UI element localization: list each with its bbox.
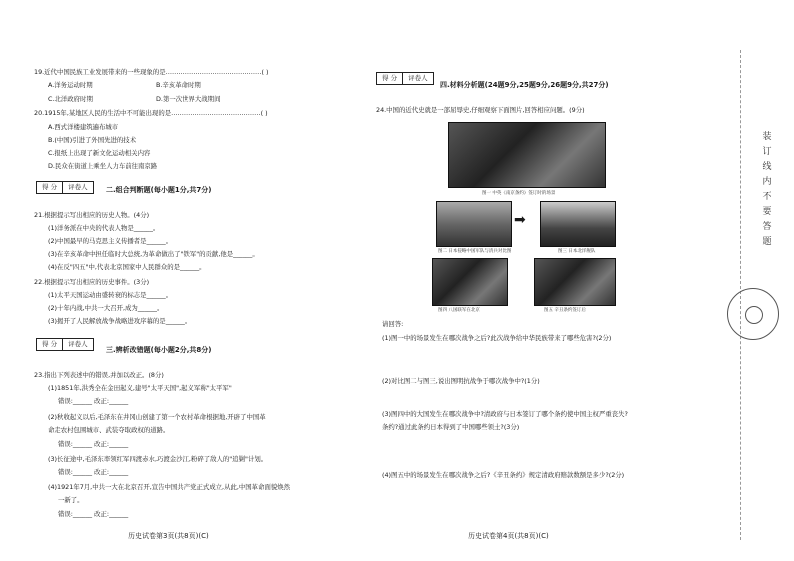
q23-4-answer[interactable]: 错误:______ 改正:______	[58, 510, 129, 518]
footer-right: 历史试卷第4页(共8页)(C)	[468, 532, 549, 540]
q20-opt-d: D.民众在街道上乘坐人力车前往南京路	[48, 162, 158, 170]
q22: 22.根据提示写出相应的历史事件。(3分)	[34, 278, 150, 286]
q20-opt-c: C.报纸上出现了新文化运动相关内容	[48, 149, 151, 157]
q19-opt-b: B.辛亥革命时期	[156, 81, 201, 89]
q24: 24.中国的近代史就是一部屈辱史,仔细观察下面图片,回答相应问题。(9分)	[376, 106, 585, 114]
q19-opt-a: A.洋务运动时期	[48, 81, 93, 89]
q23-2: (2)秋收起义以后,毛泽东在井冈山创建了第一个农村革命根据地,开辟了中国革	[48, 413, 266, 421]
q21-2: (2)中国最早的马克思主义传播者是______。	[48, 237, 173, 245]
score-box-2: 得 分 评卷人	[36, 181, 94, 194]
q23-1-answer[interactable]: 错误:______ 改正:______	[58, 397, 129, 405]
q20-opt-b: B.(中国)引进了外国先进的技术	[48, 136, 137, 144]
q23-1: (1)1851年,洪秀全在金田起义,建号"太平天国",起义军称"太平军"	[48, 384, 232, 392]
q24-1: (1)图一中的场景发生在哪次战争之后?此次战争给中华民族带来了哪些危害?(2分)	[382, 334, 612, 342]
caption-5: 图五 辛丑条约签订后	[544, 308, 586, 313]
q19: 19.近代中国民族工业发展带来的一些现象的是………………………………………( )	[34, 68, 269, 76]
q23-2-answer[interactable]: 错误:______ 改正:______	[58, 440, 129, 448]
binding-notice: 装 订 线 内 不 要 答 题	[762, 132, 772, 247]
caption-4: 图四 八国联军在北京	[438, 308, 480, 313]
q22-3: (3)揭开了人民解放战争战略进攻序幕的是______。	[48, 317, 192, 325]
q23-4-cont: 一新了。	[58, 496, 84, 504]
q20-opt-a: A.西式洋楼建筑遍布城市	[48, 123, 119, 131]
exam-sheet	[28, 44, 728, 544]
score-box-3: 得 分 评卷人	[36, 338, 94, 351]
section-4-title: 四.材料分析题(24题9分,25题9分,26题9分,共27分)	[440, 81, 609, 89]
q23-4: (4)1921年7月,中共一大在北京召开,宣告中国共产党正式成立,从此,中国革命面貌焕然	[48, 483, 291, 491]
caption-3: 图三 日本北洋舰队	[558, 249, 596, 254]
q21-3: (3)在辛亥革命中担任临时大总统,为革命做出了"铁军"的贡献,他是______。	[48, 250, 259, 258]
q22-2: (2)十年内战,中共一大召开,成为______。	[48, 304, 164, 312]
q22-1: (1)太平天国运动由盛转衰的标志是______。	[48, 291, 173, 299]
photo-2	[436, 201, 512, 247]
q23-3-answer[interactable]: 错误:______ 改正:______	[58, 468, 129, 476]
section-2-title: 二.组合判断题(每小题1分,共7分)	[106, 186, 212, 194]
q24-2: (2)对比图二与图三,说出图明抗战争于哪次战争中?(1分)	[382, 377, 540, 385]
prompt: 请回答:	[382, 320, 404, 328]
q23-2-cont: 命走农村包围城市、武装夺取政权的道路。	[48, 426, 170, 434]
photo-3	[540, 201, 616, 247]
photo-5	[534, 258, 616, 306]
caption-2: 图二 日本侵略中国军队与清兵对比图	[438, 249, 512, 254]
q24-3: (3)图四中的大国发生在哪次战争中?清政府与日本签订了哪个条约使中国主权严重丧失?	[382, 410, 628, 418]
arrow-icon: ➡	[514, 212, 526, 228]
photo-4	[432, 258, 508, 306]
q24-3-cont: 条约?通过此条约日本得到了中国哪些领土?(3分)	[382, 423, 520, 431]
q23-3: (3)长征途中,毛泽东率领红军四渡赤水,巧渡金沙江,粉碎了敌人的"追剿"计划。	[48, 455, 268, 463]
q20: 20.1915年,某地区人民的生活中不可能出现的是……………………………………( )	[34, 109, 268, 117]
q23: 23.指出下列表述中的错误,并加以改正。(8分)	[34, 371, 164, 379]
q19-opt-c: C.北洋政府时期	[48, 95, 93, 103]
q21-4: (4)在反"四五"中,代表北京国家中人民群众的是______。	[48, 263, 206, 271]
score-box-4: 得 分 评卷人	[376, 72, 434, 85]
section-3-title: 三.辨析改错题(每小题2分,共8分)	[106, 346, 212, 354]
q24-4: (4)图五中的场景发生在哪次战争之后?《辛丑条约》规定清政府赔款数额是多少?(2分)	[382, 471, 625, 479]
caption-1: 图一 中英《南京条约》签订时的场景	[482, 191, 556, 196]
q21: 21.根据提示写出相应的历史人物。(4分)	[34, 211, 150, 219]
photo-1	[448, 122, 606, 188]
seal-stamp	[727, 288, 779, 340]
footer-left: 历史试卷第3页(共8页)(C)	[128, 532, 209, 540]
q21-1: (1)洋务派在中央的代表人物是______。	[48, 224, 160, 232]
q19-opt-d: D.第一次世界大战期间	[156, 95, 221, 103]
